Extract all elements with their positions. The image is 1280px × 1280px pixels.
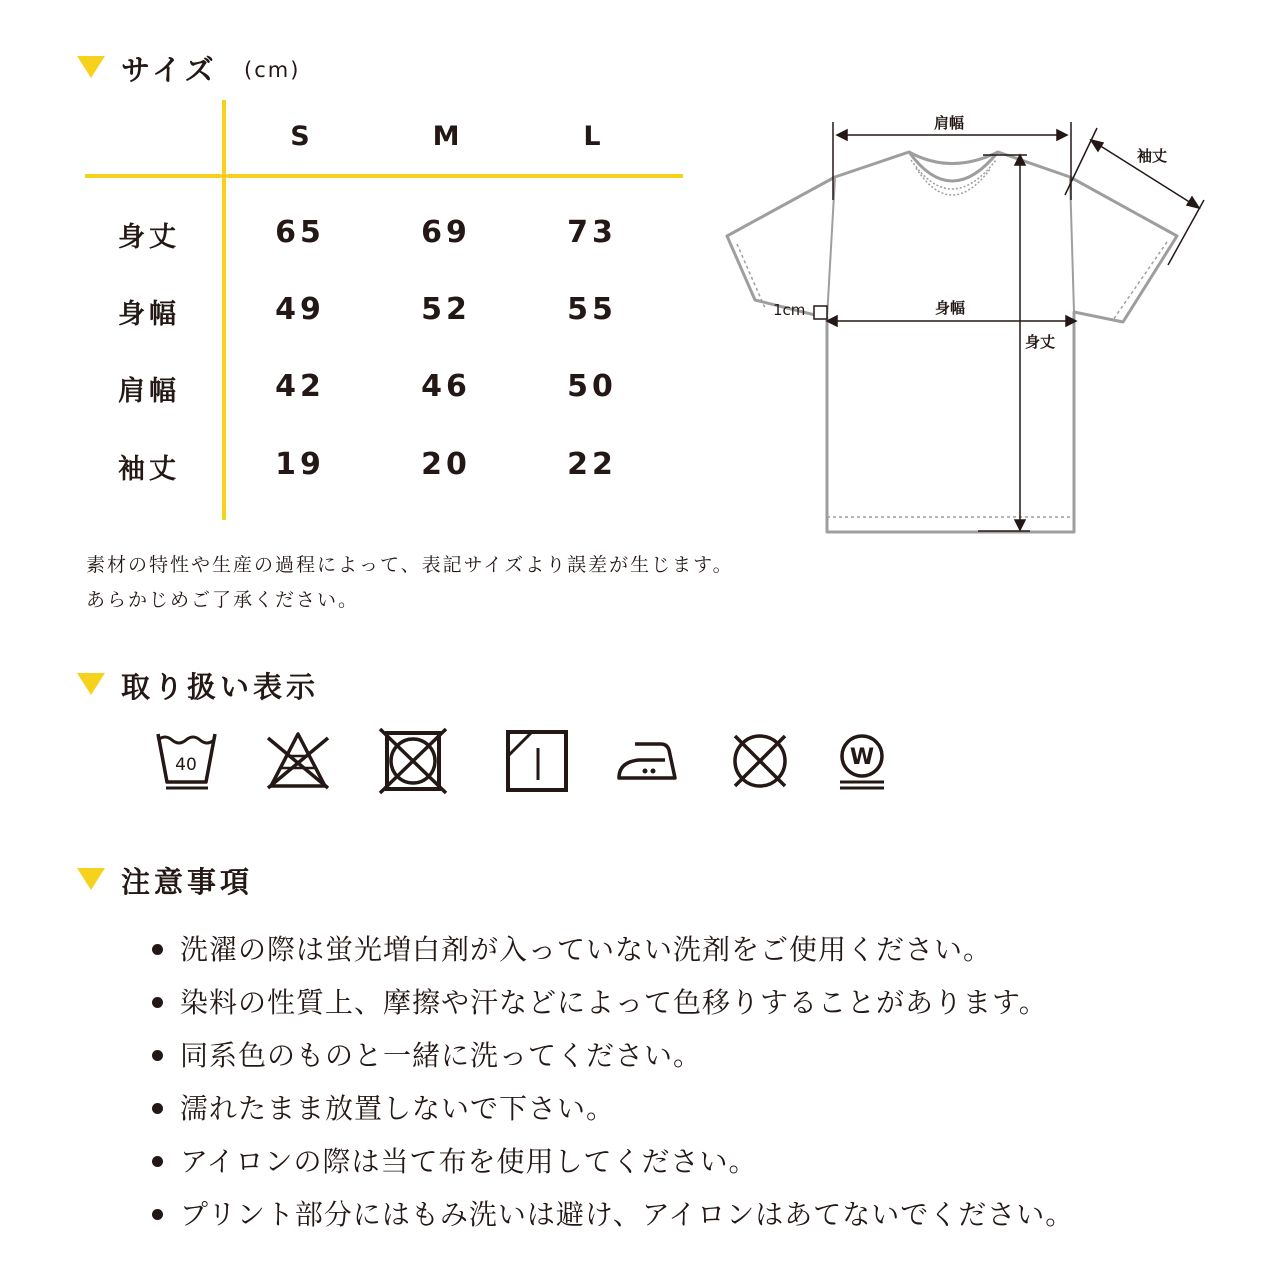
section-marker-icon bbox=[77, 673, 105, 695]
bullet-icon bbox=[152, 1103, 163, 1114]
table-vertical-divider bbox=[222, 100, 226, 520]
row-label-sleeve-length: 袖丈 bbox=[118, 454, 180, 485]
caution-text: プリント部分にはもみ洗いは避け、アイロンはあてないでください。 bbox=[180, 1198, 1075, 1231]
bullet-icon bbox=[152, 1156, 163, 1167]
body-width-label: 身幅 bbox=[935, 299, 966, 317]
list-item bbox=[152, 1029, 1074, 1082]
body-length-label: 身丈 bbox=[1025, 333, 1056, 351]
wash-temp-label: 40 bbox=[175, 755, 197, 775]
size-note-line-1: 素材の特性や生産の過程によって、表記サイズより誤差が生じます。 bbox=[86, 554, 734, 576]
wash-tub-40-icon bbox=[152, 726, 222, 796]
no-tumble-dry-icon bbox=[378, 726, 448, 796]
wet-clean-mark: W bbox=[849, 745, 875, 770]
table-cell: 22 bbox=[567, 447, 617, 482]
table-cell: 49 bbox=[275, 292, 325, 327]
caution-list bbox=[152, 923, 1074, 1241]
size-note-line-2: あらかじめご了承ください。 bbox=[86, 589, 360, 611]
sleeve-length-label: 袖丈 bbox=[1137, 147, 1168, 165]
column-header-s: S bbox=[290, 121, 310, 152]
bullet-icon bbox=[152, 997, 163, 1008]
table-cell: 52 bbox=[421, 292, 471, 327]
caution-text: 濡れたまま放置しないで下さい。 bbox=[180, 1092, 616, 1125]
list-item bbox=[152, 1082, 1074, 1135]
offset-label: 1cm bbox=[773, 301, 806, 319]
list-item bbox=[152, 1188, 1074, 1241]
section-marker-icon bbox=[77, 868, 105, 890]
tshirt-diagram bbox=[715, 100, 1225, 550]
table-cell: 20 bbox=[421, 447, 471, 482]
list-item bbox=[152, 1135, 1074, 1188]
table-cell: 55 bbox=[567, 292, 617, 327]
caution-text: アイロンの際は当て布を使用してください。 bbox=[180, 1145, 758, 1178]
no-bleach-icon bbox=[263, 726, 333, 796]
row-label-body-length: 身丈 bbox=[118, 222, 180, 253]
row-label-shoulder-width: 肩幅 bbox=[118, 376, 180, 407]
caution-text: 染料の性質上、摩擦や汗などによって色移りすることがあります。 bbox=[180, 986, 1048, 1019]
table-cell: 69 bbox=[421, 215, 471, 250]
wet-clean-icon bbox=[827, 726, 897, 796]
list-item bbox=[152, 976, 1074, 1029]
table-horizontal-divider bbox=[85, 174, 683, 178]
bullet-icon bbox=[152, 1209, 163, 1220]
bullet-icon bbox=[152, 944, 163, 955]
table-cell: 65 bbox=[275, 215, 325, 250]
no-dry-clean-icon bbox=[725, 726, 795, 796]
table-cell: 46 bbox=[421, 369, 471, 404]
list-item bbox=[152, 923, 1074, 976]
section-marker-icon bbox=[77, 56, 105, 78]
caution-text: 洗濯の際は蛍光増白剤が入っていない洗剤をご使用ください。 bbox=[180, 933, 993, 966]
table-cell: 42 bbox=[275, 369, 325, 404]
caution-text: 同系色のものと一緒に洗ってください。 bbox=[180, 1039, 703, 1072]
iron-low-icon bbox=[613, 726, 683, 796]
line-dry-shade-icon bbox=[502, 726, 572, 796]
row-label-body-width: 身幅 bbox=[118, 299, 180, 330]
shoulder-width-label: 肩幅 bbox=[934, 114, 965, 132]
size-heading: サイズ bbox=[121, 53, 218, 87]
caution-heading: 注意事項 bbox=[121, 865, 254, 899]
table-cell: 50 bbox=[567, 369, 617, 404]
table-cell: 73 bbox=[567, 215, 617, 250]
column-header-m: M bbox=[432, 121, 460, 152]
care-heading: 取り扱い表示 bbox=[121, 670, 320, 704]
bullet-icon bbox=[152, 1050, 163, 1061]
column-header-l: L bbox=[583, 121, 601, 152]
table-cell: 19 bbox=[275, 447, 325, 482]
size-unit-label: (cm) bbox=[244, 58, 301, 82]
